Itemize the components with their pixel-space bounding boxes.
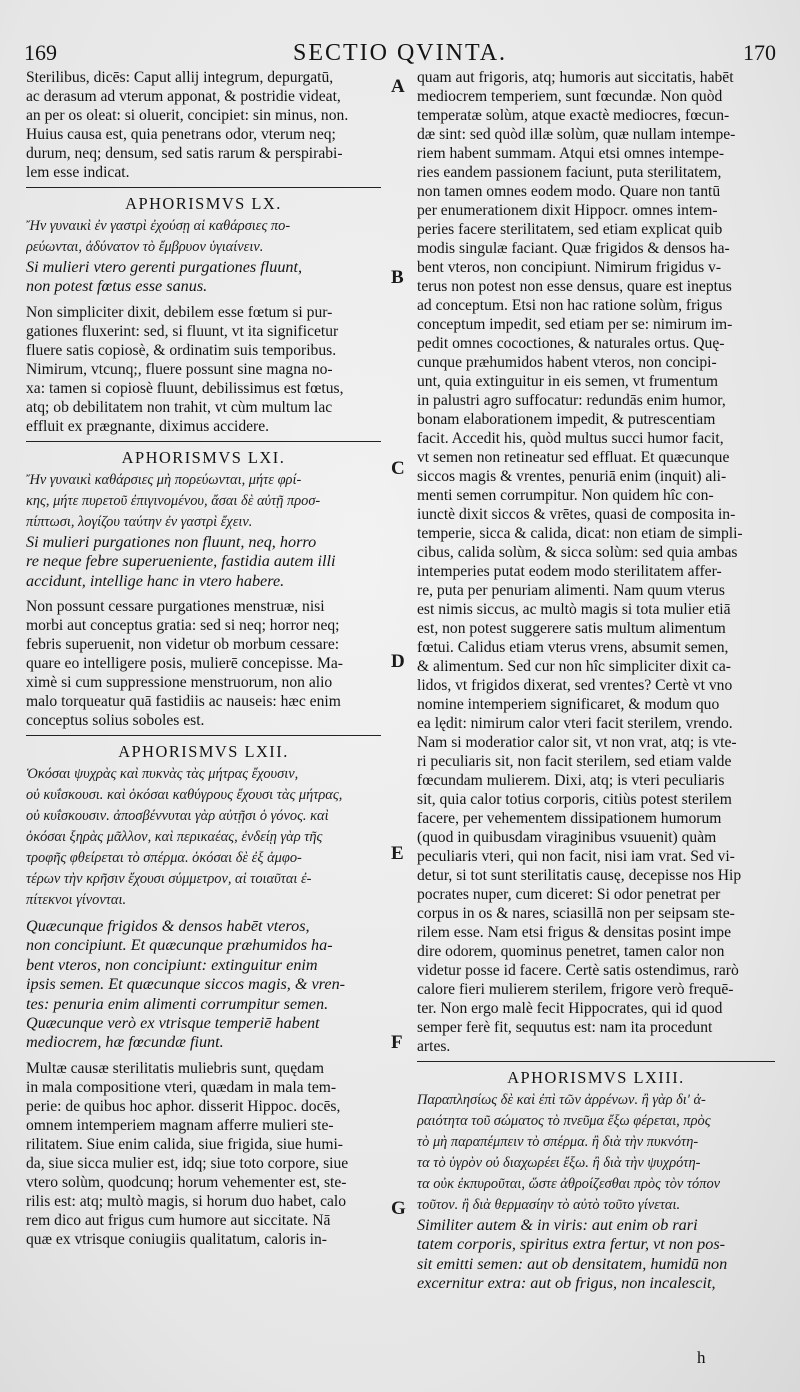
commentary-line: temperie, sicca & calida, dicat: non etiam de simpli- (417, 525, 743, 542)
commentary-line: Huius causa est, quia penetrans odor, vterum neq; (26, 126, 336, 143)
aphorism-translation-line: non potest fœtus esse sanus. (26, 277, 208, 296)
aphorism-translation-line: Si mulieri vtero gerenti purgationes fluunt, (26, 258, 303, 276)
commentary-line: cibus, calida solùm, & sicca solùm: sed quia ambas (417, 544, 738, 561)
page-header (0, 40, 800, 70)
commentary-line: rilis est: atq; multò magis, si horum duo habet, calo (26, 1192, 347, 1210)
commentary-line: Nam si moderatior calor sit, vt non vrat, atq; is vte- (417, 734, 737, 751)
commentary-line: mediocrem temperiem, sunt fœcundæ. Non quòd (417, 88, 723, 105)
greek-text-line: ρεύωνται, ἀδύνατον τὸ ἔμβρυον ὑγιαίνειν. (26, 239, 264, 255)
commentary-line: non tamen omnes eodem modo. Quare non tantū (417, 183, 721, 200)
commentary-line: perie: de quibus hoc aphor. disserit Hippoc. docēs, (26, 1097, 341, 1115)
margin-letter-b: B (391, 267, 404, 288)
aphorism-translation-line: Si mulieri purgationes non fluunt, neq, horro (26, 532, 317, 551)
commentary-line: lem esse indicat. (26, 164, 130, 181)
margin-letter-g: G (391, 1198, 406, 1219)
signature-mark: h (697, 1348, 706, 1367)
commentary-line: durum, neq; densum, sed satis rarum & perspirabi- (26, 145, 343, 162)
commentary-line: fœcundam mulierem. Dixi, atq; is vteri peculiaris (417, 772, 725, 789)
greek-text-line: τοῦτον. ἢ διὰ θερμασίην τὸ αὐτὸ τοῦτο γίνεται. (417, 1197, 681, 1213)
aphorism-heading: APHORISMVS LXI. (121, 447, 286, 467)
page-number-right: 170 (743, 40, 776, 65)
commentary-line: corpus in os & nares, sciasillā non per seipsam ste- (417, 905, 735, 922)
greek-text-line: οὐ κυΐσκουσιν. ἀποσβέννυται γὰρ αὐτῇσι ὁ γόνος. καὶ (26, 807, 329, 824)
commentary-line: temperatæ solùm, atque exactè mediocres, fœcun- (417, 107, 730, 124)
commentary-line: rilem esse. Nam etsi frigus & densitas posint impe (417, 924, 731, 941)
commentary-line: ac derasum ad vterum apponat, & postridie videat, (26, 88, 341, 105)
commentary-line: re, puta per penuriam alimenti. Nam quum vterus (417, 582, 725, 599)
greek-text-line: τα τὸ ὑγρὸν οὐ διαχωρέει ἔξω. ἢ διὰ τὴν ψυχρότη- (417, 1155, 701, 1171)
greek-text-line: οὐ κυΐσκουσι. καὶ ὁκόσαι καθύγρους ἔχουσι τὰς μήτρας, (26, 786, 343, 803)
commentary-line: omnem intemperiem magnam afferre mulieri ste- (26, 1116, 334, 1134)
commentary-line: est nimis siccus, ac multò magis si tota mulier etiā (417, 601, 731, 618)
commentary-line: morbi aut conceptus gratia: sed si neq; horror neq; (26, 616, 340, 634)
commentary-line: menti semen corrumpitur. Non quidem hîc con- (417, 487, 714, 504)
greek-text-line: κης, μήτε πυρετοῦ ἐπιγινομένου, ἄσαι δὲ αὐτῇ προσ- (26, 492, 321, 509)
commentary-line: fœtui. Calidus etiam vterus vrens, absumit semen, (417, 639, 729, 656)
running-title: SECTIO QVINTA. (292, 40, 508, 66)
commentary-line: quam aut frigoris, atq; humoris aut siccitatis, habēt (417, 69, 734, 86)
commentary-line: in mala compositione vteri, quædam in mala tem- (26, 1078, 337, 1096)
commentary-line: febris superuenit, non videtur ob morbum cessare: (26, 635, 340, 653)
commentary-line: intemperies putat eodem modo sterilitatem affer- (417, 563, 722, 580)
greek-text-line: Ἤν γυναικὶ καθάρσιες μὴ πορεύωνται, μήτε φρί- (26, 471, 302, 488)
commentary-line: gationes fluxerint: sed, si fluunt, vt ita significetur (26, 322, 339, 340)
commentary-line: per enumerationem dixit Hippocr. omnes intem- (417, 202, 718, 219)
commentary-line: da, siue sicca mulier est, idq; siue toto corpore, siue (26, 1154, 349, 1172)
aphorism-translation-line: re neque febre superueniente, fastidia autem illi (26, 552, 336, 571)
section-rule (26, 187, 381, 188)
greek-text-line: ραιότητα τοῦ σώματος τὸ πνεῦμα ἔξω φέρεται, πρὸς (417, 1113, 711, 1129)
margin-letter-c: C (391, 458, 405, 479)
commentary-line: malo torqueatur quā fastidiis ac nauseis: hæc enim (26, 692, 341, 710)
commentary-line: quare eo intelligere posis, mulierē concepisse. Ma- (26, 654, 343, 672)
left-column (26, 68, 381, 1249)
commentary-line: ximè si cum suppressione menstruorum, non alio (26, 673, 333, 691)
right-column (417, 68, 775, 1294)
commentary-line: ries eandem passionem faciunt, puta sterilitatem, (417, 164, 722, 181)
commentary-line: riem habent summam. Atqui etsi omnes intempe- (417, 145, 725, 162)
commentary-line: facit. Accedit his, quòd multus succi humor facit, (417, 430, 724, 447)
commentary-line: Sterilibus, dicēs: Caput allij integrum, depurgatū, (26, 69, 334, 86)
greek-text-line: Παραπλησίως δὲ καὶ ἐπὶ τῶν ἀρρένων. ἢ γὰρ δι' ἀ- (417, 1092, 706, 1108)
aphorism-translation-line: excernitur extra: aut ob frigus, non incalescit, (417, 1274, 716, 1293)
greek-text-line: ὁκόσαι ξηρὰς μᾶλλον, καὶ περικαέας, ἐνδείῃ γὰρ τῆς (26, 828, 323, 845)
greek-text-line: τέρων τὴν κρῆσιν ἔχουσι σύμμετρον, αἱ τοιαῦται ἐ- (26, 870, 312, 887)
commentary-line: cunque præhumidos habent vteros, non concipi- (417, 354, 717, 371)
commentary-line: lidos, vt frigidos dixerat, sed vrentes? Certè vt vno (417, 677, 733, 694)
greek-text-line: πίτεκνοι γίνονται. (26, 891, 127, 908)
commentary-line: sit, quia calor totius corporis, citiùs potest sterilem (417, 791, 732, 808)
commentary-line: ea lędit: nimirum calor vteri facit sterilem, vrendo. (417, 715, 733, 732)
commentary-line: calore fieri mulierem sterilem, frigore verò frequē- (417, 981, 734, 998)
commentary-line: vt semen non retineatur sed effluat. Et quæcunque (417, 449, 730, 466)
aphorism-heading: APHORISMVS LX. (125, 194, 282, 213)
commentary-line: dæ sint: sed quòd illæ solùm, quæ nullam intempe- (417, 126, 736, 143)
page-number-left: 169 (24, 40, 57, 65)
aphorism-heading: APHORISMVS LXIII. (507, 1068, 685, 1087)
greek-text-line: Ἤν γυναικὶ ἐν γαστρὶ ἐχούσῃ αἱ καθάρσιες πο- (26, 218, 291, 234)
commentary-line: xa: tamen si copiosè fluunt, debilissimus est fœtus, (26, 379, 344, 397)
margin-letter-a: A (391, 76, 405, 97)
greek-text-line: πίπτωσι, λογίζου ταύτην ἐν γαστρὶ ἔχειν. (26, 513, 253, 530)
commentary-line: conceptum impedit, sed etiam per se: nimirum im- (417, 316, 733, 333)
greek-text-line: Ὁκόσαι ψυχρὰς καὶ πυκνὰς τὰς μήτρας ἔχουσιν, (26, 765, 299, 782)
commentary-line: atq; ob debilitatem non trahit, vt cùm multum lac (26, 398, 333, 416)
greek-text-line: τροφῆς φθείρεται τὸ σπέρμα. ὁκόσαι δὲ ἐξ ἀμφο- (26, 849, 302, 866)
commentary-line: rem dico aut frigus cum humore aut siccitate. Nā (26, 1211, 331, 1229)
greek-text-line: τὸ μὴ παραπέμπειν τὸ σπέρμα. ἢ διὰ τὴν πυκνότη- (417, 1134, 699, 1150)
commentary-line: nomine intemperiem significaret, & modum quo (417, 696, 720, 713)
section-rule (26, 441, 381, 442)
commentary-line: ter. Non ergo malè fecit Hippocrates, qui id quod (417, 1000, 723, 1017)
commentary-line: Nimirum, vtcunq;, fluere possunt sine magna no- (26, 360, 333, 378)
commentary-line: detur, si tot sunt sterilitatis causę, decepisse nos Hip (417, 867, 742, 884)
commentary-line: ad conceptum. Etsi non hac ratione solùm, frigus (417, 297, 723, 314)
commentary-line: quæ ex vtrisque coniugiis qualitatum, caloris in- (26, 1230, 327, 1248)
aphorism-translation-line: Similiter autem & in viris: aut enim ob rari (417, 1216, 698, 1234)
commentary-line: conceptus solius soboles est. (26, 711, 205, 729)
commentary-line: semper ferè fit, sequutus est: nam ita procedunt (417, 1019, 713, 1036)
aphorism-translation-line: tes: penuria enim alimenti corrumpitur semen. (26, 994, 329, 1013)
commentary-line: dire odorem, quominus penetret, tamen calor non (417, 943, 725, 960)
commentary-line: pocrates nuper, cum diceret: Si odor penetrat per (417, 886, 721, 903)
commentary-line: effluit ex prægnante, diximus accidere. (26, 417, 270, 435)
aphorism-translation-line: Quæcunque verò ex vtrisque temperiē habent (26, 1013, 320, 1032)
commentary-line: Non simpliciter dixit, debilem esse fœtum si pur- (26, 303, 333, 321)
commentary-line: Multæ causæ sterilitatis muliebris sunt, quędam (26, 1059, 324, 1077)
aphorism-heading: APHORISMVS LXII. (118, 741, 289, 761)
commentary-line: Non possunt cessare purgationes menstruæ, nisi (26, 597, 325, 615)
commentary-line: fluere satis copiosè, & ordinatim suis temporibus. (26, 341, 337, 359)
commentary-line: modis singulæ faciant. Quæ frigidos & densos ha- (417, 240, 730, 257)
section-rule (26, 735, 381, 736)
commentary-line: bonam elaborationem impedit, & putrescentiam (417, 411, 716, 428)
commentary-line: an per os oleat: si oluerit, concipiet: sin minus, non. (26, 107, 349, 124)
commentary-line: unt, quia extinguitur in eis semen, vt frumentum (417, 373, 718, 390)
commentary-line: rilitatem. Siue enim calida, siue frigida, siue humi- (26, 1135, 343, 1153)
aphorism-translation-line: accidunt, intellige hanc in vtero habere. (26, 571, 285, 590)
aphorism-translation-line: mediocrem, hæ fœcundæ fiunt. (26, 1033, 224, 1052)
commentary-line: facere, per vehementem dissipationem humorum (417, 810, 722, 827)
aphorism-translation-line: Quæcunque frigidos & densos habēt vteros, (26, 916, 310, 935)
commentary-line: artes. (417, 1038, 451, 1055)
commentary-line: est, non potest suggerere satis multum alimentum (417, 620, 726, 637)
margin-letter-d: D (391, 651, 405, 672)
commentary-line: vtero solùm, quodcunq; horum vehementer est, ste- (26, 1173, 347, 1191)
commentary-line: siccos magis & vrentes, penuriā enim (inquit) ali- (417, 468, 727, 485)
aphorism-translation-line: tatem corporis, spiritus extra fertur, vt non pos- (417, 1235, 726, 1254)
margin-letter-e: E (391, 843, 404, 864)
margin-letter-f: F (391, 1032, 403, 1053)
commentary-line: in palustri agro suffocatur: redundās enim humor, (417, 392, 726, 409)
commentary-line: terus non potest non esse densus, quare est ineptus (417, 278, 732, 295)
commentary-line: iunctè dixit siccos & vrētes, quasi de composita in- (417, 506, 736, 523)
aphorism-translation-line: sit emitti semen: aut ob densitatem, humidū non (417, 1254, 728, 1273)
commentary-line: & alimentum. Sed cur non hîc simpliciter dixit ca- (417, 658, 731, 675)
greek-text-line: τα οὐκ ἐκπυροῦται, ὥστε ἀθροίζεσθαι πρὸς τὸν τόπον (417, 1176, 721, 1192)
commentary-line: peries facere sterilitatem, sed etiam explicat quib (417, 221, 723, 238)
commentary-line: ri peculiaris sit, non facit sterilem, sed etiam valde (417, 753, 732, 770)
commentary-line: peculiaris vteri, qui non facit, nisi iam vrat. Sed vi- (417, 848, 735, 865)
aphorism-translation-line: ipsis semen. Et quæcunque siccos magis, & vren- (26, 975, 346, 994)
commentary-line: bent vteros, non concipiunt. Nimirum frigidus v- (417, 259, 722, 276)
commentary-line: videtur posse id facere. Certè satis ostendimus, rarò (417, 962, 739, 979)
commentary-line: (quod in quibusdam viraginibus vsuuenit) quàm (417, 829, 717, 846)
commentary-line: pedit omnes cococtiones, & naturales ortus. Quę- (417, 335, 725, 352)
aphorism-translation-line: non concipiunt. Et quæcunque præhumidos ha- (26, 936, 333, 955)
section-rule (417, 1061, 775, 1062)
aphorism-translation-line: bent vteros, non concipiunt: extinguitur enim (26, 955, 318, 974)
